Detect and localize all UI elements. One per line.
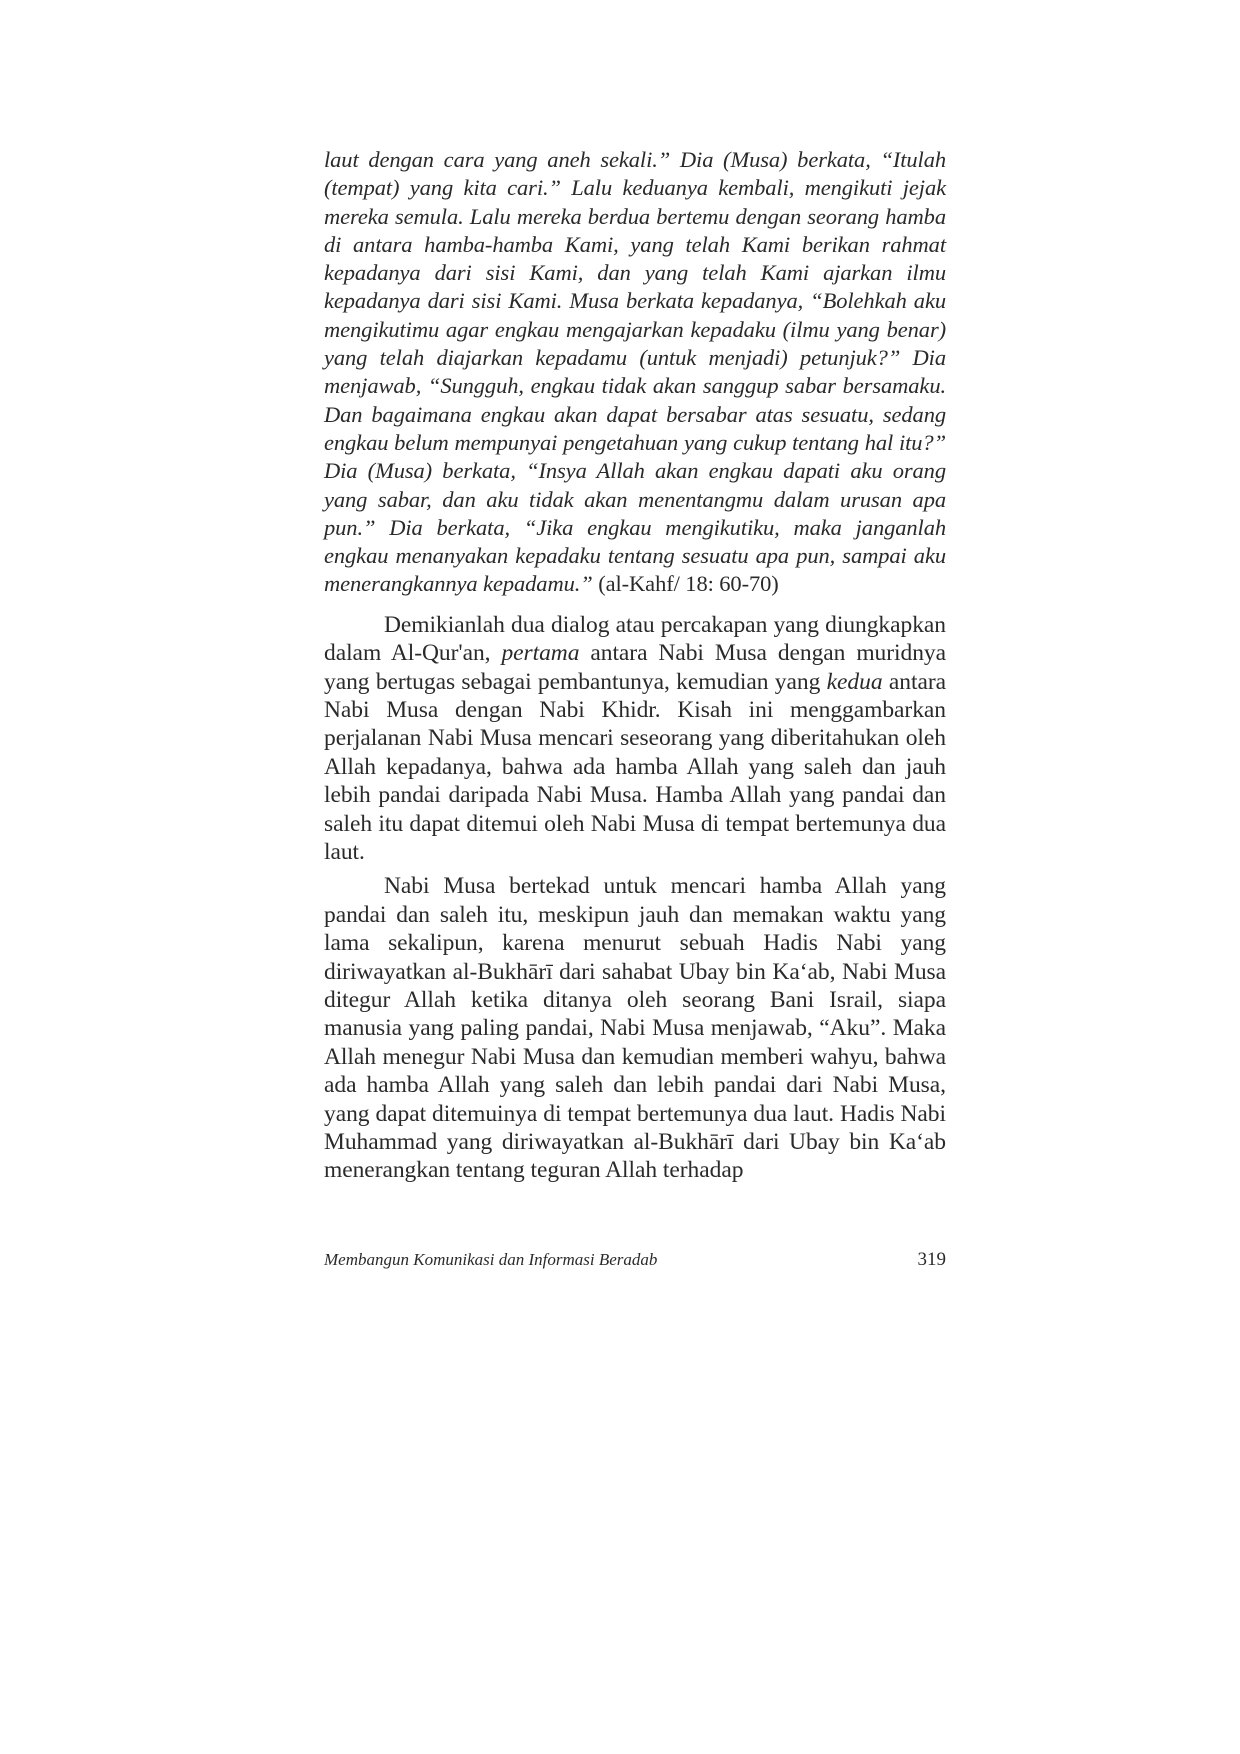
paragraph-musa-determination <box>324 872 946 1184</box>
page-footer <box>324 1248 946 1278</box>
quote-italic-text: laut dengan cara yang aneh sekali.” Dia (Musa) berkata, “Itulah (tempat) yang kita cari.” Lalu keduanya kembali, mengikuti jejak mereka semula. Lalu mereka berdua bertemu dengan seorang hamba di antara hamba-hamba Kami, yang telah Kami berikan rahmat kepadanya dari sisi Kami, dan yang telah Kami ajarkan ilmu kepadanya dari sisi Kami. Musa berkata kepadanya, “Bolehkah aku mengikutimu agar engkau mengajarkan kepadaku (ilmu yang benar) yang telah diajarkan kepadamu (untuk menjadi) petunjuk?” Dia menjawab, “Sungguh, engkau tidak akan sanggup sabar bersamaku. Dan bagaimana engkau akan dapat bersabar atas sesuatu, sedang engkau belum mempunyai pengetahuan yang cukup tentang hal itu?” Dia (Musa) berkata, “Insya Allah akan engkau dapati aku orang yang sabar, dan aku tidak akan menentangmu dalam urusan apa pun.” Dia berkata, “Jika engkau mengikutiku, maka janganlah engkau menanyakan kepadaku tentang sesuatu apa pun, sampai aku menerangkannya kepadamu.” <box>324 147 946 597</box>
paragraph1-part2: antara Nabi Musa dengan muridnya yang bertugas sebagai pembantunya, kemudian yang <box>324 640 946 695</box>
paragraph1-part3: antara Nabi Musa dengan Nabi Khidr. Kisah ini menggambarkan perjalanan Nabi Musa mencari seseorang yang diberitahukan oleh Allah kepadanya, bahwa ada hamba Allah yang saleh dan jauh lebih pandai daripada Nabi Musa. Hamba Allah yang pandai dan saleh itu dapat ditemui oleh Nabi Musa di tempat bertemunya dua laut. <box>324 668 946 865</box>
page-number: 319 <box>917 1249 946 1270</box>
paragraph1-emphasis-kedua: kedua <box>826 668 883 695</box>
running-title: Membangun Komunikasi dan Informasi Beradab <box>324 1250 658 1269</box>
paragraph2-text: Nabi Musa bertekad untuk mencari hamba Allah yang pandai dan saleh itu, meskipun jauh dan memakan waktu yang lama sekalipun, karena menurut sebuah Hadis Nabi yang diriwayatkan al-Bukhārī dari sahabat Ubay bin Ka‘ab, Nabi Musa ditegur Allah ketika ditanya oleh seorang Bani Israil, siapa manusia yang paling pandai, Nabi Musa menjawab, “Aku”. Maka Allah menegur Nabi Musa dan kemudian memberi wahyu, bahwa ada hamba Allah yang saleh dan lebih pandai dari Nabi Musa, yang dapat ditemuinya di tempat bertemunya dua laut. Hadis Nabi Muhammad yang diriwayatkan al-Bukhārī dari Ubay bin Ka‘ab menerangkan tentang teguran Allah terhadap <box>324 873 946 1184</box>
paragraph1-part1: Demikianlah dua dialog atau percakapan yang diungkapkan dalam Al-Qur'an, <box>324 611 946 667</box>
quran-translation-quote <box>324 146 946 599</box>
paragraph1-emphasis-pertama: pertama <box>501 640 580 667</box>
body-text <box>324 146 946 1185</box>
paragraph-dialog-summary <box>324 611 946 867</box>
quote-citation: (al-Kahf/ 18: 60-70) <box>592 571 779 597</box>
